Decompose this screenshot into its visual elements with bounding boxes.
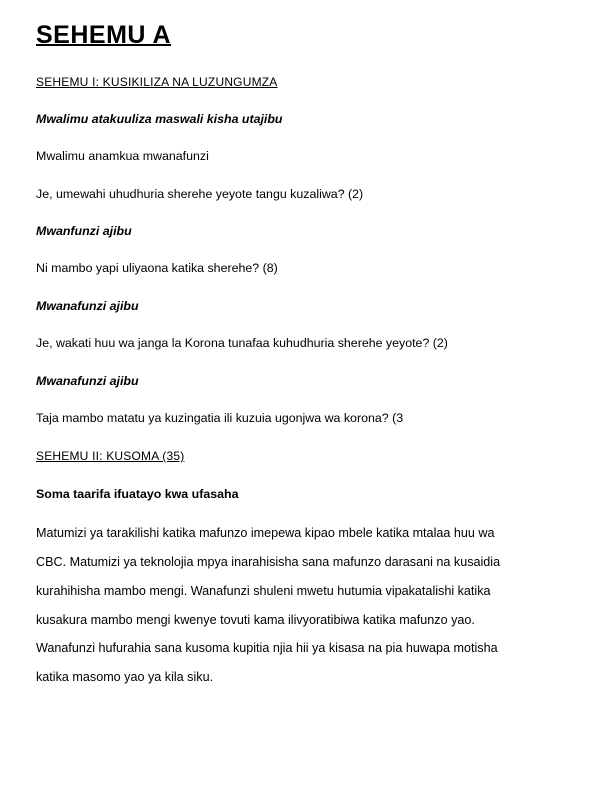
paragraph-line: kurahihisha mambo mengi. Wanafunzi shuleni mwetu hutumia vipakatalishi katika xyxy=(36,584,491,598)
student-answer-line: Mwanafunzi ajibu xyxy=(36,299,139,313)
paragraph-line: Matumizi ya tarakilishi katika mafunzo imepewa kipao mbele katika mtalaa huu wa xyxy=(36,526,495,540)
question-line: Je, umewahi uhudhuria sherehe yeyote tangu kuzaliwa? (2) xyxy=(36,187,364,201)
instruction-line: Mwalimu atakuuliza maswali kisha utajibu xyxy=(36,112,283,126)
paragraph-line: kusakura mambo mengi kwenye tovuti kama ilivyoratibiwa katika mafunzo yao. xyxy=(36,613,475,627)
question-line: Taja mambo matatu ya kuzingatia ili kuzuia ugonjwa wa korona? (3 xyxy=(36,411,404,425)
question-line: Je, wakati huu wa janga la Korona tunafaa kuhudhuria sherehe yeyote? (2) xyxy=(36,336,448,350)
student-answer-line: Mwanafunzi ajibu xyxy=(36,374,139,388)
section1-heading: SEHEMU I: KUSIKILIZA NA LUZUNGUMZA xyxy=(36,75,278,89)
reading-instruction: Soma taarifa ifuatayo kwa ufasaha xyxy=(36,487,239,501)
text-line: Mwalimu anamkua mwanafunzi xyxy=(36,149,209,163)
paragraph-line: Wanafunzi hufurahia sana kusoma kupitia njia hii ya kisasa na pia huwapa motisha xyxy=(36,641,498,655)
paragraph-line: katika masomo yao ya kila siku. xyxy=(36,670,214,684)
paragraph-line: CBC. Matumizi ya teknolojia mpya inarahisisha sana mafunzo darasani na kusaidia xyxy=(36,555,501,569)
question-line: Ni mambo yapi uliyaona katika sherehe? (8) xyxy=(36,261,278,275)
student-answer-line: Mwanfunzi ajibu xyxy=(36,224,132,238)
section2-heading: SEHEMU II: KUSOMA (35) xyxy=(36,449,185,463)
page-title: SEHEMU A xyxy=(36,21,172,49)
